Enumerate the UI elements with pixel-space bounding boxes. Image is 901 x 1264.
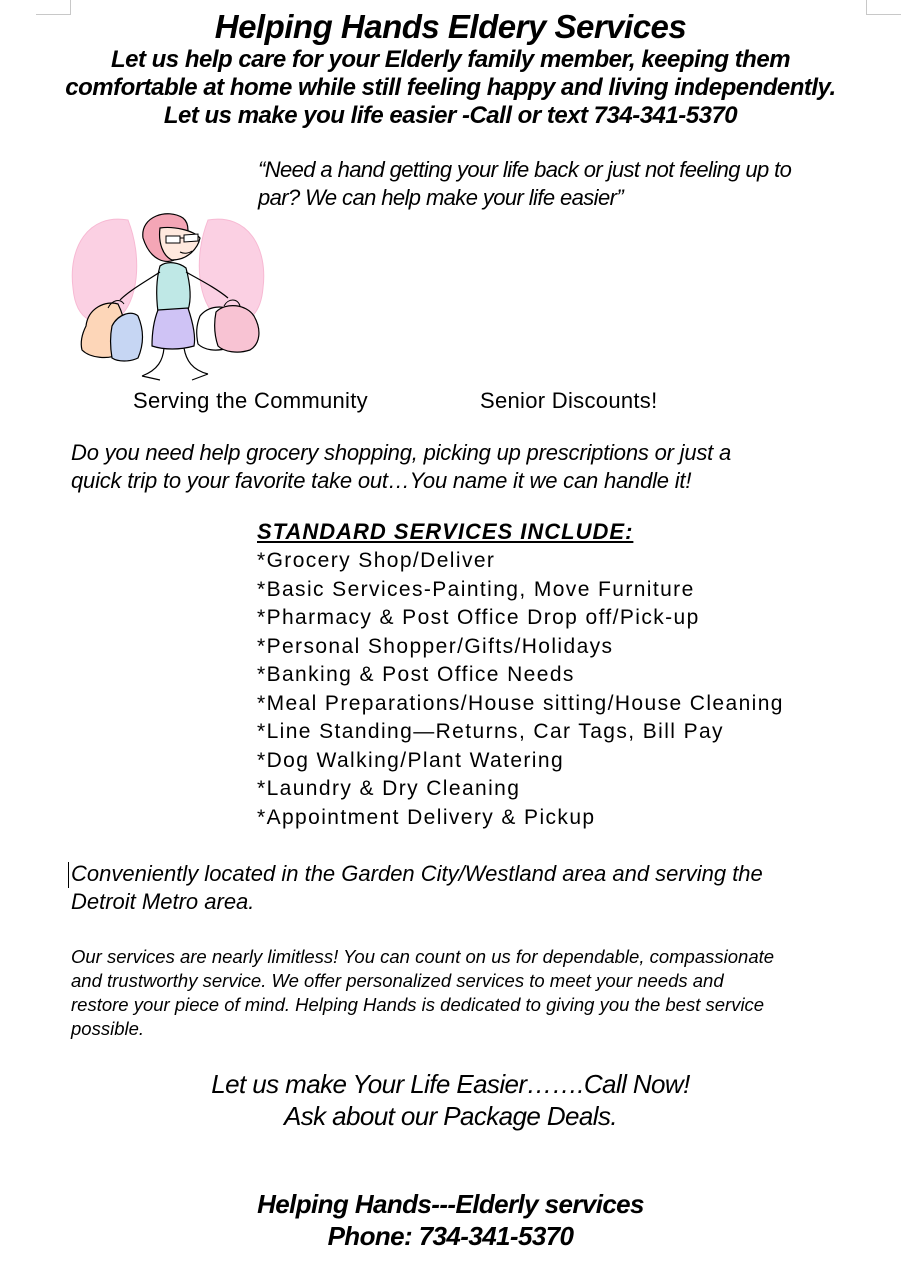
service-item: *Pharmacy & Post Office Drop off/Pick-up	[257, 606, 700, 629]
tagline-line-1: Let us help care for your Elderly family member, keeping them	[110, 46, 791, 73]
about-paragraph	[71, 945, 871, 1041]
tagline-line-3: Let us make you life easier -Call or text 734-341-5370	[163, 102, 738, 129]
call-to-action-line-2: Ask about our Package Deals.	[284, 1101, 617, 1131]
about-line-3: restore your piece of mind. Helping Hands is dedicated to giving you the best service	[71, 994, 765, 1015]
service-item: *Line Standing—Returns, Car Tags, Bill Pay	[257, 720, 724, 743]
service-item: *Basic Services-Painting, Move Furniture	[257, 577, 695, 601]
service-item: *Dog Walking/Plant Watering	[257, 748, 565, 772]
about-line-1: Our services are nearly limitless! You can count on us for dependable, compassionate	[71, 946, 775, 967]
tagline	[0, 46, 901, 130]
quote	[258, 156, 858, 212]
service-item: *Personal Shopper/Gifts/Holidays	[257, 634, 614, 658]
page-title: Helping Hands Eldery Services	[214, 8, 687, 45]
tagline-line-2: comfortable at home while still feeling happy and living independently.	[65, 74, 836, 101]
footer-business-name: Helping Hands---Elderly services	[257, 1189, 644, 1219]
service-item: *Laundry & Dry Cleaning	[257, 777, 521, 800]
label-serving-community: Serving the Community	[133, 388, 368, 413]
location-line-2: Detroit Metro area.	[71, 889, 255, 914]
about-line-2: and trustworthy service. We offer personalized services to meet your needs and	[71, 970, 724, 991]
intro-line-1: Do you need help grocery shopping, picking up prescriptions or just a	[71, 440, 732, 465]
service-item: *Banking & Post Office Needs	[257, 663, 575, 686]
services-heading: STANDARD SERVICES INCLUDE:	[257, 519, 634, 544]
service-item: *Grocery Shop/Deliver	[257, 549, 496, 572]
intro-line-2: quick trip to your favorite take out…You name it we can handle it!	[71, 468, 692, 493]
services-list	[257, 547, 877, 832]
intro-paragraph	[71, 439, 861, 495]
quote-line-2: par? We can help make your life easier”	[258, 185, 624, 210]
text-cursor	[68, 862, 69, 888]
shopping-woman-clipart	[68, 208, 268, 388]
footer-phone: Phone: 734-341-5370	[327, 1221, 574, 1251]
shopping-woman-icon	[68, 208, 268, 388]
quote-line-1: “Need a hand getting your life back or just not feeling up to	[258, 157, 792, 182]
service-item: *Meal Preparations/House sitting/House Cleaning	[257, 691, 784, 715]
location-line-1: Conveniently located in the Garden City/Westland area and serving the	[71, 861, 763, 886]
services-section	[257, 517, 877, 832]
service-item: *Appointment Delivery & Pickup	[257, 805, 596, 829]
about-line-4: possible.	[71, 1018, 145, 1039]
location-paragraph[interactable]	[71, 860, 871, 916]
call-to-action-line-1: Let us make Your Life Easier…….Call Now!	[211, 1069, 690, 1099]
label-senior-discounts: Senior Discounts!	[480, 388, 658, 413]
